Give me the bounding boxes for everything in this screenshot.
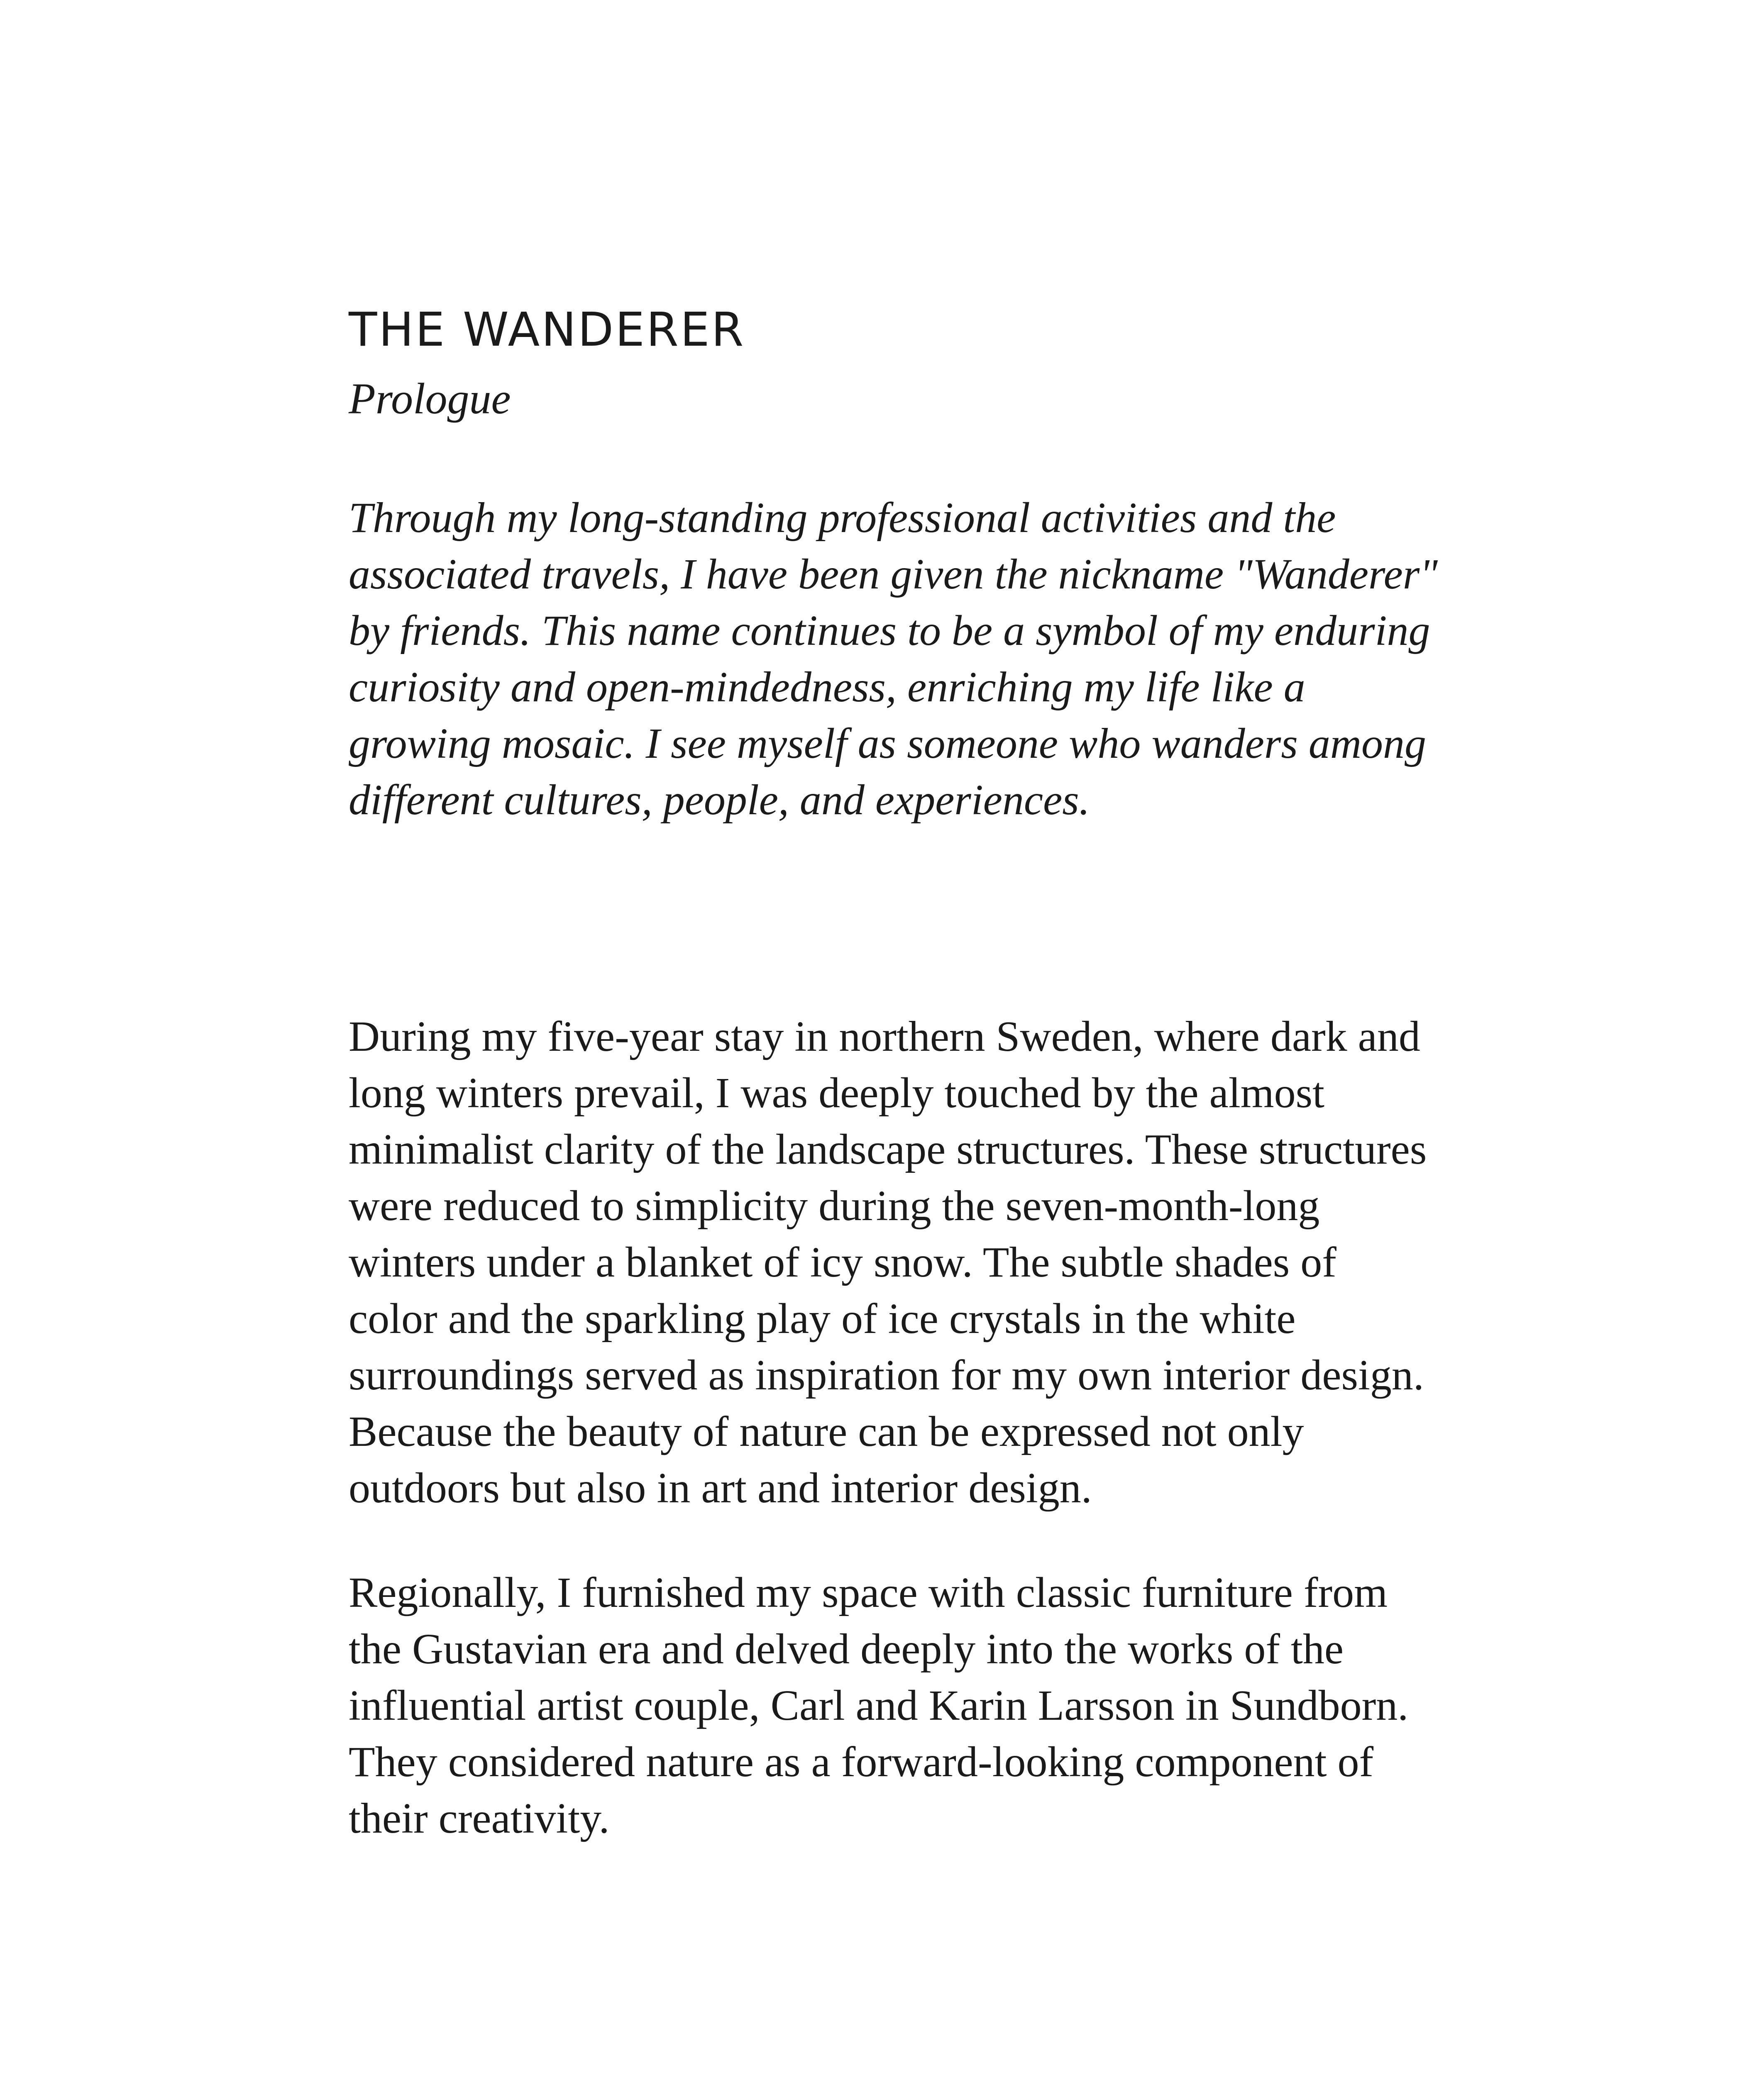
body-line: winters under a blanket of icy snow. The subtle shades of — [349, 1238, 1336, 1286]
body-line: During my five-year stay in northern Sweden, where dark and — [349, 1013, 1420, 1060]
intro-line: by friends. This name continues to be a symbol of my enduring — [349, 607, 1430, 654]
body-line: outdoors but also in art and interior design. — [349, 1464, 1092, 1512]
body-line: color and the sparkling play of ice crystals in the white — [349, 1295, 1296, 1343]
body-line: They considered nature as a forward-looking component of — [349, 1738, 1374, 1786]
body-line: Because the beauty of nature can be expressed not only — [349, 1408, 1304, 1455]
body-line: the Gustavian era and delved deeply into the works of the — [349, 1625, 1344, 1673]
chapter-title: THE WANDERER — [349, 303, 745, 357]
body-line: minimalist clarity of the landscape structures. These structures — [349, 1125, 1427, 1173]
intro-paragraph — [349, 490, 1469, 828]
body-line: long winters prevail, I was deeply touched by the almost — [349, 1069, 1324, 1117]
body-paragraph-2 — [349, 1565, 1469, 1847]
body-line: their creativity. — [349, 1794, 610, 1842]
body-line: Regionally, I furnished my space with classic furniture from — [349, 1569, 1388, 1616]
body-line: influential artist couple, Carl and Karin Larsson in Sundborn. — [349, 1682, 1409, 1729]
body-line: were reduced to simplicity during the seven-month-long — [349, 1182, 1320, 1230]
intro-line: different cultures, people, and experiences. — [349, 776, 1090, 824]
chapter-subtitle: Prologue — [349, 374, 511, 423]
intro-line: associated travels, I have been given the nickname "Wanderer" — [349, 550, 1438, 598]
body-line: surroundings served as inspiration for my own interior design. — [349, 1351, 1424, 1399]
intro-line: growing mosaic. I see myself as someone who wanders among — [349, 720, 1426, 767]
intro-line: curiosity and open-mindedness, enriching my life like a — [349, 663, 1305, 711]
body-paragraph-1 — [349, 1008, 1469, 1516]
intro-line: Through my long-standing professional activities and the — [349, 494, 1336, 542]
